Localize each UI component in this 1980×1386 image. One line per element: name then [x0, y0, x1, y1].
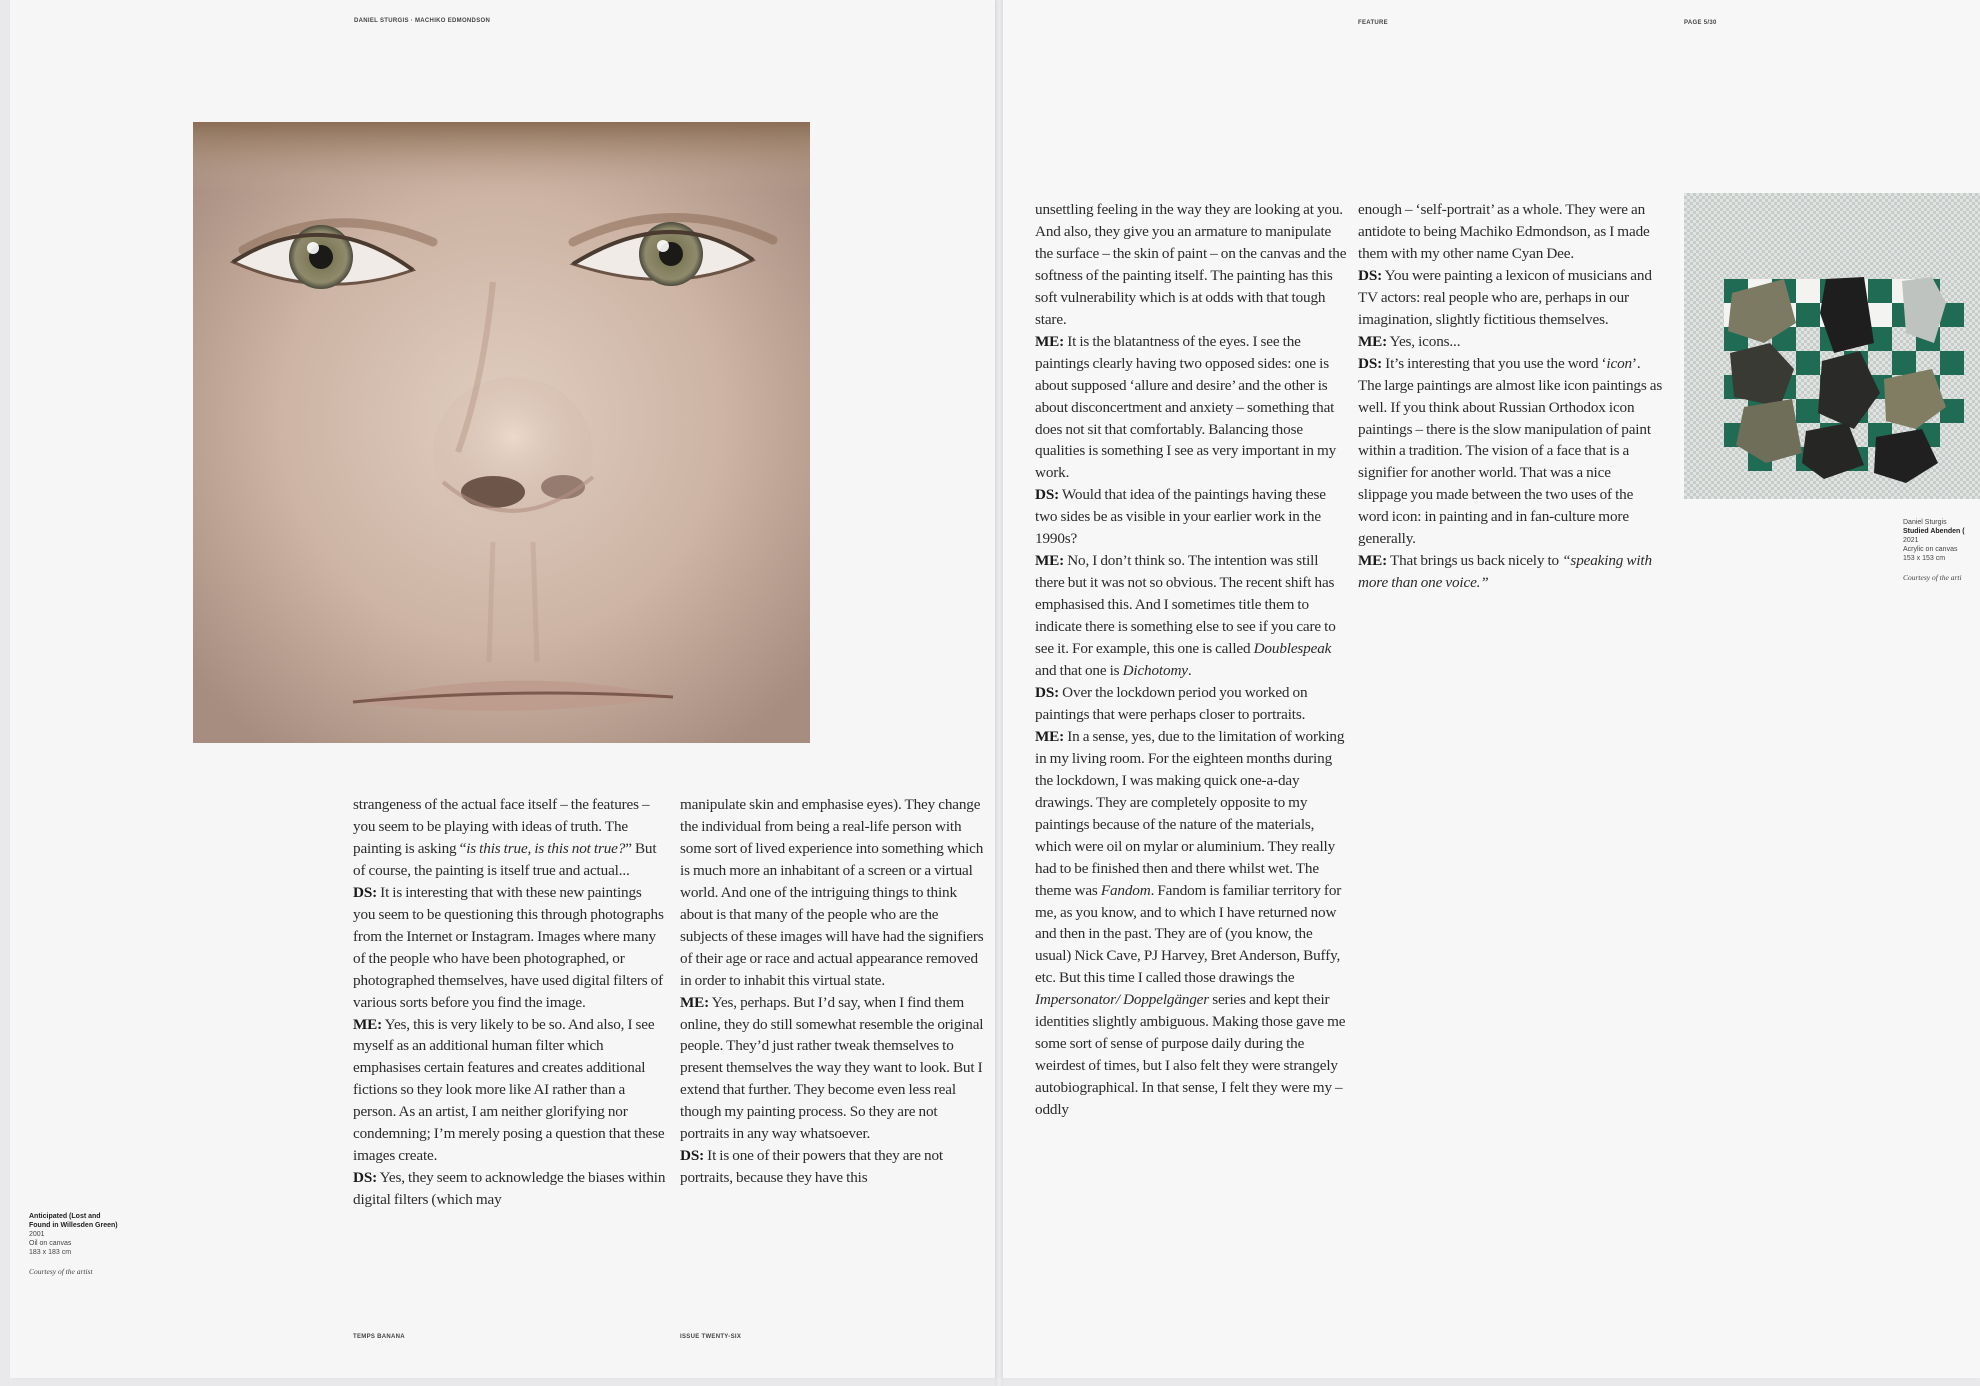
paragraph: strangeness of the actual face itself – the features – you seem to be playing with ideas of truth. The painting is asking “is this true, is this not true?” But of course, the painting is itself true and actual... [353, 796, 657, 879]
paragraph: DS: It is interesting that with these new paintings you seem to be questioning this through photographs from the Internet or Instagram. Images where many of the people who have been photographed, or photographed themselves, have used digital filters of various sorts before you find the image. [353, 883, 664, 1011]
caption-credit: Courtesy of the arti [1903, 573, 1962, 582]
running-head-left: DANIEL STURGIS · MACHIKO EDMONDSON [354, 18, 491, 24]
spine-gutter [995, 0, 1003, 1386]
paragraph: unsettling feeling in the way they are looking at you. And also, they give you an armature to manipulate the surface – the skin of paint – on the canvas and the softness of the painting itself. The painting has this soft vulnerability which is at odds with that tough stare. [1035, 201, 1347, 328]
paragraph: ME: That brings us back nicely to “speaking with more than one voice.” [1358, 552, 1652, 592]
paragraph: ME: Yes, perhaps. But I’d say, when I find them online, they do still somewhat resemble the original people. They’d just rather tweak themselves to present themselves the way they want to look. But I extend that further. They become even less real though my painting process. So they are not portraits in any way whatsoever. [680, 993, 984, 1143]
running-head-right: FEATURE [1358, 20, 1388, 26]
page-number: PAGE 5/30 [1684, 20, 1717, 26]
paragraph: DS: Would that idea of the paintings having these two sides be as visible in your earlier work in the 1990s? [1035, 486, 1326, 548]
artwork-painting [1684, 193, 1980, 499]
caption-title: Studied Abenden ( [1903, 528, 1965, 535]
left-page [10, 0, 995, 1378]
portrait-photo [193, 122, 810, 743]
artwork-illustration [1684, 193, 1980, 499]
paragraph: DS: Yes, they seem to acknowledge the biases within digital filters (which may [353, 1169, 666, 1209]
paragraph: DS: It is one of their powers that they are not portraits, because they have this [680, 1147, 943, 1187]
paragraph: ME: Yes, this is very likely to be so. And also, I see myself as an additional human filter which emphasises certain features and creates additional fictions so they look more like AI rather than a person. As an artist, I am neither glorifying nor condemning; I’m merely posing a question that these images create. [353, 1015, 665, 1165]
paragraph: ME: No, I don’t think so. The intention was still there but it was not so obvious. The recent shift has emphasised this. And I sometimes title them to indicate there is something else to see if you care to see it. For example, this one is called Doublespeak and that one is Dichotomy. [1035, 552, 1336, 680]
caption-credit: Courtesy of the artist [29, 1267, 93, 1276]
caption-size: 153 x 153 cm [1903, 555, 1946, 562]
text-column-4 [1358, 199, 1663, 594]
footer-issue: ISSUE TWENTY-SIX [680, 1334, 742, 1340]
paragraph: DS: It’s interesting that you use the word ‘icon’. The large paintings are almost like icon paintings as well. If you think about Russian Orthodox icon paintings – there is the slow manipulation of paint within a tradition. The vision of a face that is a signifier for another world. That was a nice slippage you made between the two uses of the word icon: in painting and in fan-culture more generally. [1358, 354, 1663, 548]
text-column-1 [353, 794, 666, 1211]
face-illustration [193, 122, 810, 743]
footer-left: TEMPS BANANA [353, 1334, 405, 1340]
caption-year: 2001 [29, 1231, 45, 1238]
caption-year: 2021 [1903, 537, 1919, 544]
text-column-2 [680, 794, 985, 1189]
text-column-3 [1035, 199, 1347, 1121]
paragraph: ME: Yes, icons... [1358, 332, 1461, 350]
caption-left [29, 1212, 149, 1276]
caption-size: 183 x 183 cm [29, 1249, 72, 1256]
paragraph: DS: Over the lockdown period you worked on paintings that were perhaps closer to portraits. [1035, 683, 1308, 723]
caption-right [1903, 518, 1980, 582]
right-page [1003, 0, 1980, 1378]
caption-medium: Oil on canvas [29, 1240, 72, 1247]
paragraph: ME: It is the blatantness of the eyes. I see the paintings clearly having two opposed sides: one is about supposed ‘allure and desire’ and the other is about disconcertment and anxiety – something that does not sit that comfortably. Balancing those qualities is something I see as very important in my work. [1035, 332, 1337, 482]
caption-title-2: Found in Willesden Green) [29, 1222, 118, 1229]
paragraph: manipulate skin and emphasise eyes). They change the individual from being a real-life person with some sort of lived experience into something which is much more an inhabitant of a screen or a virtual world. And one of the intriguing things to think about is that many of the people who are the subjects of these images will have had the signifiers of their age or race and actual appearance removed in order to inhabit this virtual state. [680, 796, 984, 989]
paragraph: ME: In a sense, yes, due to the limitation of working in my living room. For the eighteen months during the lockdown, I was making quick one-a-day drawings. They are completely opposite to my paintings because of the nature of the materials, which were oil on mylar or aluminium. They really had to be finished then and there whilst wet. The theme was Fandom. Fandom is familiar territory for me, as you know, and to which I have returned now and then in the past. They are of (you know, the usual) Nick Cave, PJ Harvey, Bret Anderson, Buffy, etc. But this time I called those drawings the Impersonator/ Doppelgänger series and kept their identities slightly ambiguous. Making those gave me some sort of sense of purpose daily during the weirdest of times, but I also felt they were strangely autobiographical. In that sense, I felt they were my – oddly [1035, 727, 1346, 1119]
caption-title-1: Anticipated (Lost and [29, 1213, 101, 1220]
paragraph: DS: You were painting a lexicon of musicians and TV actors: real people who are, perhaps in our imagination, slightly fictitious themselves. [1358, 266, 1652, 328]
caption-medium: Acrylic on canvas [1903, 546, 1958, 553]
caption-artist: Daniel Sturgis [1903, 519, 1947, 526]
paragraph: enough – ‘self-portrait’ as a whole. They were an antidote to being Machiko Edmondson, as I made them with my other name Cyan Dee. [1358, 201, 1650, 262]
